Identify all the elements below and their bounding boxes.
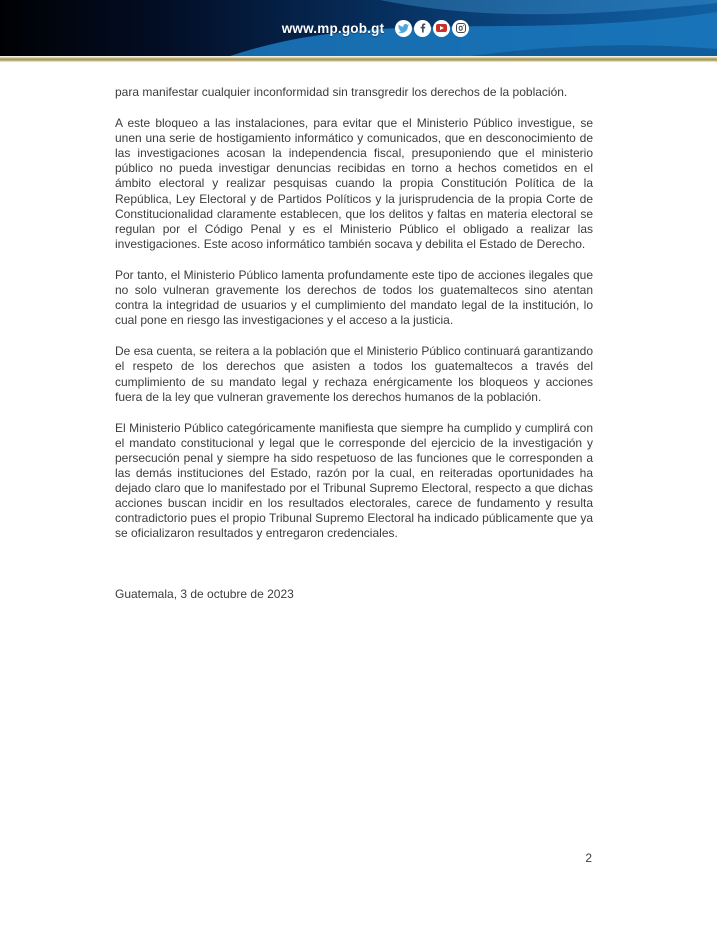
page-number: 2 bbox=[585, 851, 592, 865]
document-body bbox=[115, 85, 593, 603]
paragraph-3: Por tanto, el Ministerio Público lamenta profundamente este tipo de acciones ilegales que no solo vulneran gravemente los derechos de todos los guatemaltecos sino atentan contra la integridad de usuarios y el cumplimiento del mandato legal de la institución, lo cual pone en riesgo las investigaciones y el acceso a la justicia. bbox=[115, 267, 593, 328]
paragraph-2: A este bloqueo a las instalaciones, para evitar que el Ministerio Público investigue, se unen una serie de hostigamiento informático y comunicados, que en desconocimiento de las investigaciones acosan la independencia fiscal, presuponiendo que el ministerio público no pueda investigar denuncias recibidas en torno a hechos cometidos en el ámbito electoral y realizar pesquisas cuando la propia Constitución Política de la República, Ley Electoral y de Partidos Políticos y la jurisprudencia de la propia Corte de Constitucionalidad claramente establecen, que los delitos y faltas en materia electoral se regulan por el Código Penal y es el Ministerio Público el obligado a realizar las investigaciones. Este acoso informático también socava y debilita el Estado de Derecho. bbox=[115, 116, 593, 251]
paragraph-5: El Ministerio Público categóricamente manifiesta que siempre ha cumplido y cumplirá con el mandato constitucional y legal que le corresponde del ejercicio de la investigación y persecución penal y siempre ha sido respetuoso de las funciones que le corresponden a las demás instituciones del Estado, razón por la cual, en reiteradas oportunidades ha dejado claro que lo manifestado por el Tribunal Supremo Electoral, respecto a que dichas acciones buscan incidir en los resultados electorales, carece de fundamento y resulta contradictorio pues el propio Tribunal Supremo Electoral ha indicado públicamente que ya se oficializaron resultados y entregaron credenciales. bbox=[115, 420, 593, 541]
social-icons bbox=[395, 20, 469, 37]
instagram-icon bbox=[452, 20, 469, 37]
brand-bar bbox=[0, 0, 717, 56]
twitter-icon bbox=[395, 20, 412, 37]
site-url: www.mp.gob.gt bbox=[281, 20, 385, 36]
paragraph-4: De esa cuenta, se reitera a la población que el Ministerio Público continuará garantizando el respeto de los derechos que asisten a todos los guatemaltecos a través del cumplimiento de su mandato legal y rechaza enérgicamente los bloqueos y acciones fuera de la ley que vulneran gravemente los derechos humanos de la población. bbox=[115, 344, 593, 404]
youtube-icon bbox=[433, 20, 450, 37]
youtube-play-shape bbox=[436, 24, 447, 32]
gold-divider bbox=[0, 56, 717, 62]
instagram-camera-shape bbox=[456, 23, 466, 33]
date-line: Guatemala, 3 de octubre de 2023 bbox=[115, 587, 294, 602]
facebook-icon bbox=[414, 20, 431, 37]
paragraph-1: para manifestar cualquier inconformidad sin transgredir los derechos de la población. bbox=[115, 85, 568, 99]
header-banner bbox=[0, 0, 717, 56]
